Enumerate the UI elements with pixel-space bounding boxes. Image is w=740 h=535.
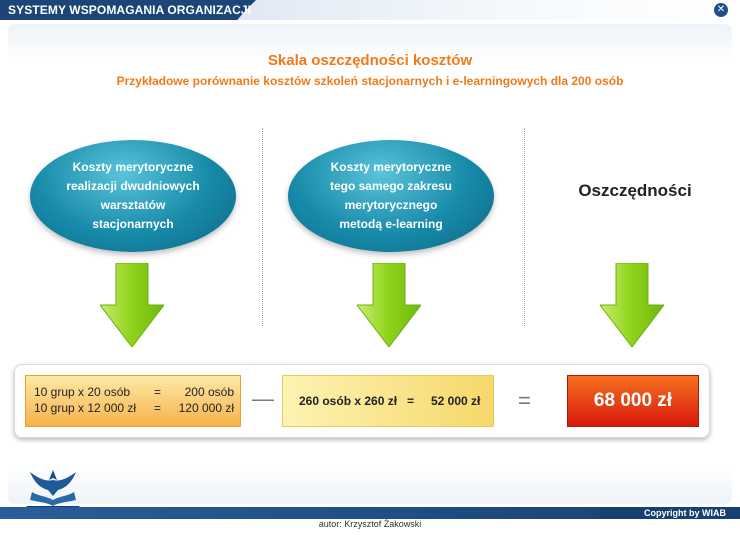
- copyright-text: Copyright by WIAB: [644, 508, 726, 518]
- column-divider: [262, 128, 263, 326]
- calc-left: 10 grup x 12 000 zł: [34, 401, 137, 415]
- slide-title: Skala oszczędności kosztów: [267, 52, 473, 69]
- eagle-emblem-icon: [26, 466, 80, 508]
- minus-sign: —: [252, 386, 274, 411]
- bubble-line: metodą e-learning: [339, 217, 443, 231]
- bubble-line: Koszty merytoryczne: [72, 160, 194, 174]
- calc-left: 260 osób x 260 zł: [299, 394, 398, 408]
- equals-sign: =: [518, 388, 531, 413]
- savings-result-box: [567, 375, 699, 427]
- elearning-costs-bubble: [288, 140, 494, 252]
- app-title: SYSTEMY WSPOMAGANIA ORGANIZACJI: [8, 3, 252, 17]
- bubble-line: stacjonarnych: [92, 217, 174, 231]
- savings-result-value: 68 000 zł: [593, 390, 673, 411]
- savings-heading: Oszczędności: [578, 181, 692, 200]
- stationary-calculation-box: [25, 375, 241, 427]
- close-icon[interactable]: ✕: [714, 3, 728, 17]
- bubble-line: Koszty merytoryczne: [330, 160, 452, 174]
- calc-op: =: [407, 394, 415, 408]
- calc-row: [34, 401, 234, 417]
- down-arrow-icon: [100, 263, 164, 347]
- stationary-costs-bubble: [30, 140, 236, 252]
- top-bar-light-stripe: [236, 0, 740, 20]
- bubble-line: tego samego zakresu: [329, 179, 453, 193]
- down-arrow-icon: [357, 263, 421, 347]
- elearning-calculation-box: [282, 375, 494, 427]
- bottom-bar-stripe: [0, 507, 600, 519]
- author-caption: autor: Krzysztof Żakowski: [318, 519, 422, 529]
- bottom-bar: [0, 507, 740, 519]
- calc-op: =: [154, 401, 162, 415]
- slide-subtitle: Przykładowe porównanie kosztów szkoleń stacjonarnych i e-learningowych dla 200 osób: [116, 74, 624, 88]
- calc-right: 120 000 zł: [178, 401, 234, 415]
- calc-row: [34, 385, 234, 401]
- bubble-line: merytorycznego: [344, 198, 438, 212]
- down-arrow-icon: [600, 263, 664, 347]
- calc-right: 52 000 zł: [431, 394, 481, 408]
- top-bar: [0, 0, 740, 20]
- calc-left: 10 grup x 20 osób: [34, 385, 131, 399]
- bubble-line: realizacji dwudniowych: [66, 179, 200, 193]
- calc-right: 200 osób: [184, 385, 234, 399]
- column-divider: [524, 128, 525, 326]
- bubble-line: warsztatów: [100, 198, 166, 212]
- calc-op: =: [154, 385, 162, 399]
